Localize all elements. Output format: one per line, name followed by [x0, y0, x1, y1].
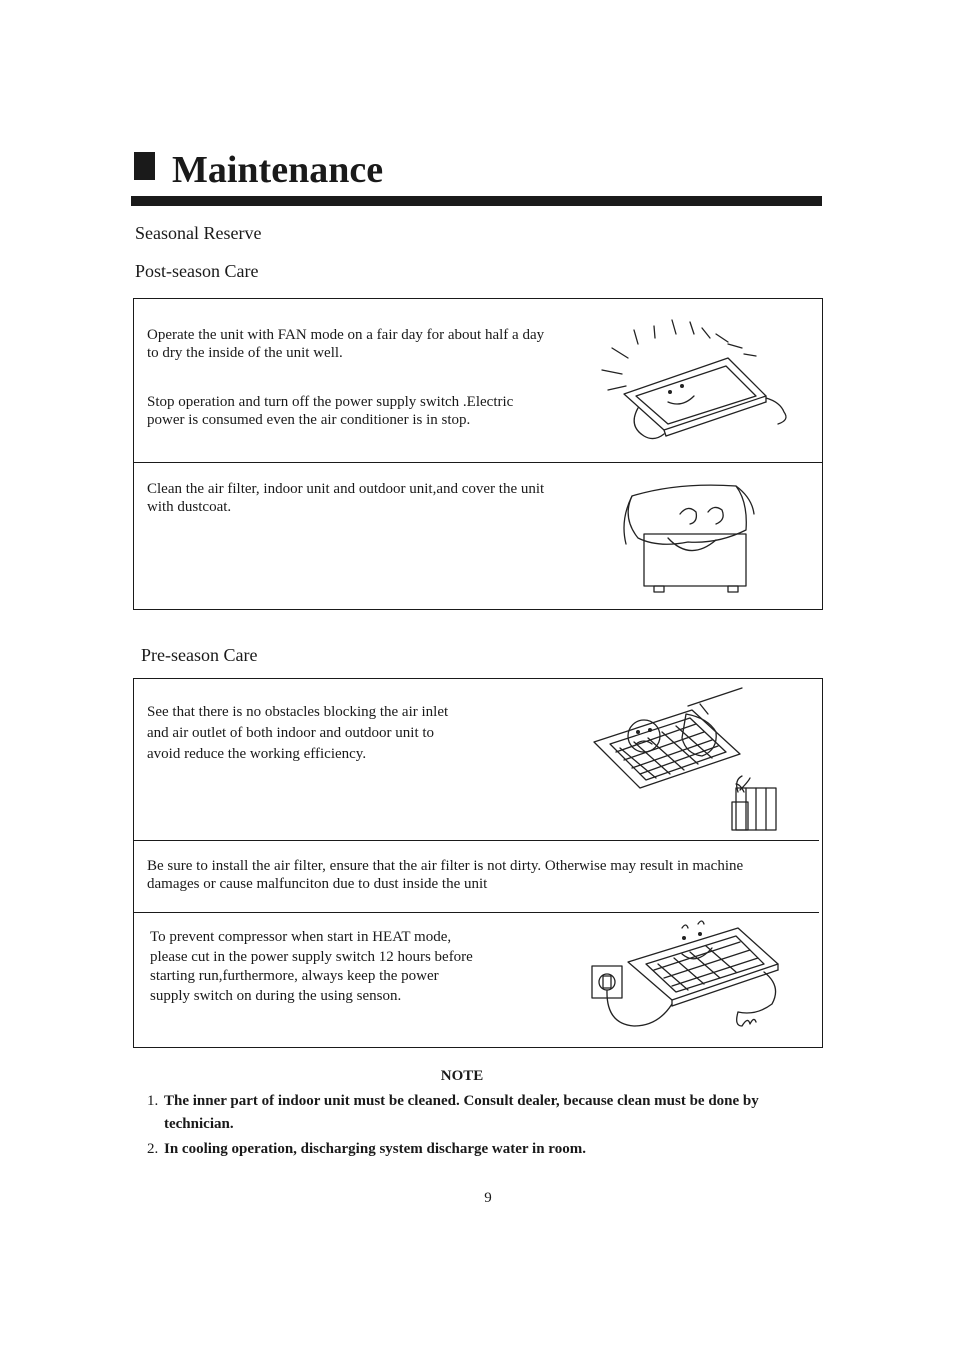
post-season-para-power: Stop operation and turn off the power supply switch .Electric power is consumed even the air conditioner is in stop.	[147, 394, 514, 428]
post-season-para-clean: Clean the air filter, indoor unit and outdoor unit,and cover the unit with dustcoat.	[147, 481, 545, 515]
post-season-divider	[133, 462, 823, 463]
note-number-1: 1.	[147, 1093, 159, 1109]
post-season-row1-text	[147, 326, 547, 429]
page-number: 9	[484, 1190, 492, 1206]
pre-season-heading: Pre-season Care	[141, 645, 258, 665]
page-title: Maintenance	[172, 149, 384, 191]
blocked-air-outlet-icon	[590, 684, 790, 834]
post-season-heading: Post-season Care	[135, 261, 259, 281]
post-season-para-fan: Operate the unit with FAN mode on a fair day for about half a day to dry the inside of the unit well.	[147, 327, 545, 361]
seasonal-reserve-heading: Seasonal Reserve	[135, 223, 262, 243]
pre-season-divider-1	[133, 840, 819, 841]
pre-season-row1-text: See that there is no obstacles blocking the air inlet and air outlet of both indoor and outdoor unit to avoid reduce the working efficiency.	[147, 704, 449, 762]
note-text-1: The inner part of indoor unit must be cleaned. Consult dealer, because clean must be done by technician.	[164, 1093, 759, 1132]
cassette-unit-drying-icon	[598, 316, 798, 456]
note-number-2: 2.	[147, 1141, 159, 1157]
pre-season-row3-text: To prevent compressor when start in HEAT mode, please cut in the power supply switch 12 hours before starting run,furthermore, always keep the power supply switch on during the using senson.	[150, 929, 473, 1004]
post-season-row2-text	[147, 480, 547, 516]
pre-season-row2-text: Be sure to install the air filter, ensure that the air filter is not dirty. Otherwise may result in machine damages or cause malfunciton due to dust inside the unit	[147, 858, 744, 892]
note-item-1	[147, 1090, 817, 1136]
title-marker	[134, 152, 155, 180]
power-plug-unit-icon	[588, 920, 788, 1030]
title-rule	[131, 196, 822, 206]
note-title: NOTE	[440, 1068, 484, 1084]
note-text-2: In cooling operation, discharging system discharge water in room.	[164, 1141, 586, 1157]
dustcoat-covered-unit-icon	[618, 478, 768, 598]
pre-season-divider-2	[133, 912, 819, 913]
note-item-2	[147, 1138, 817, 1161]
